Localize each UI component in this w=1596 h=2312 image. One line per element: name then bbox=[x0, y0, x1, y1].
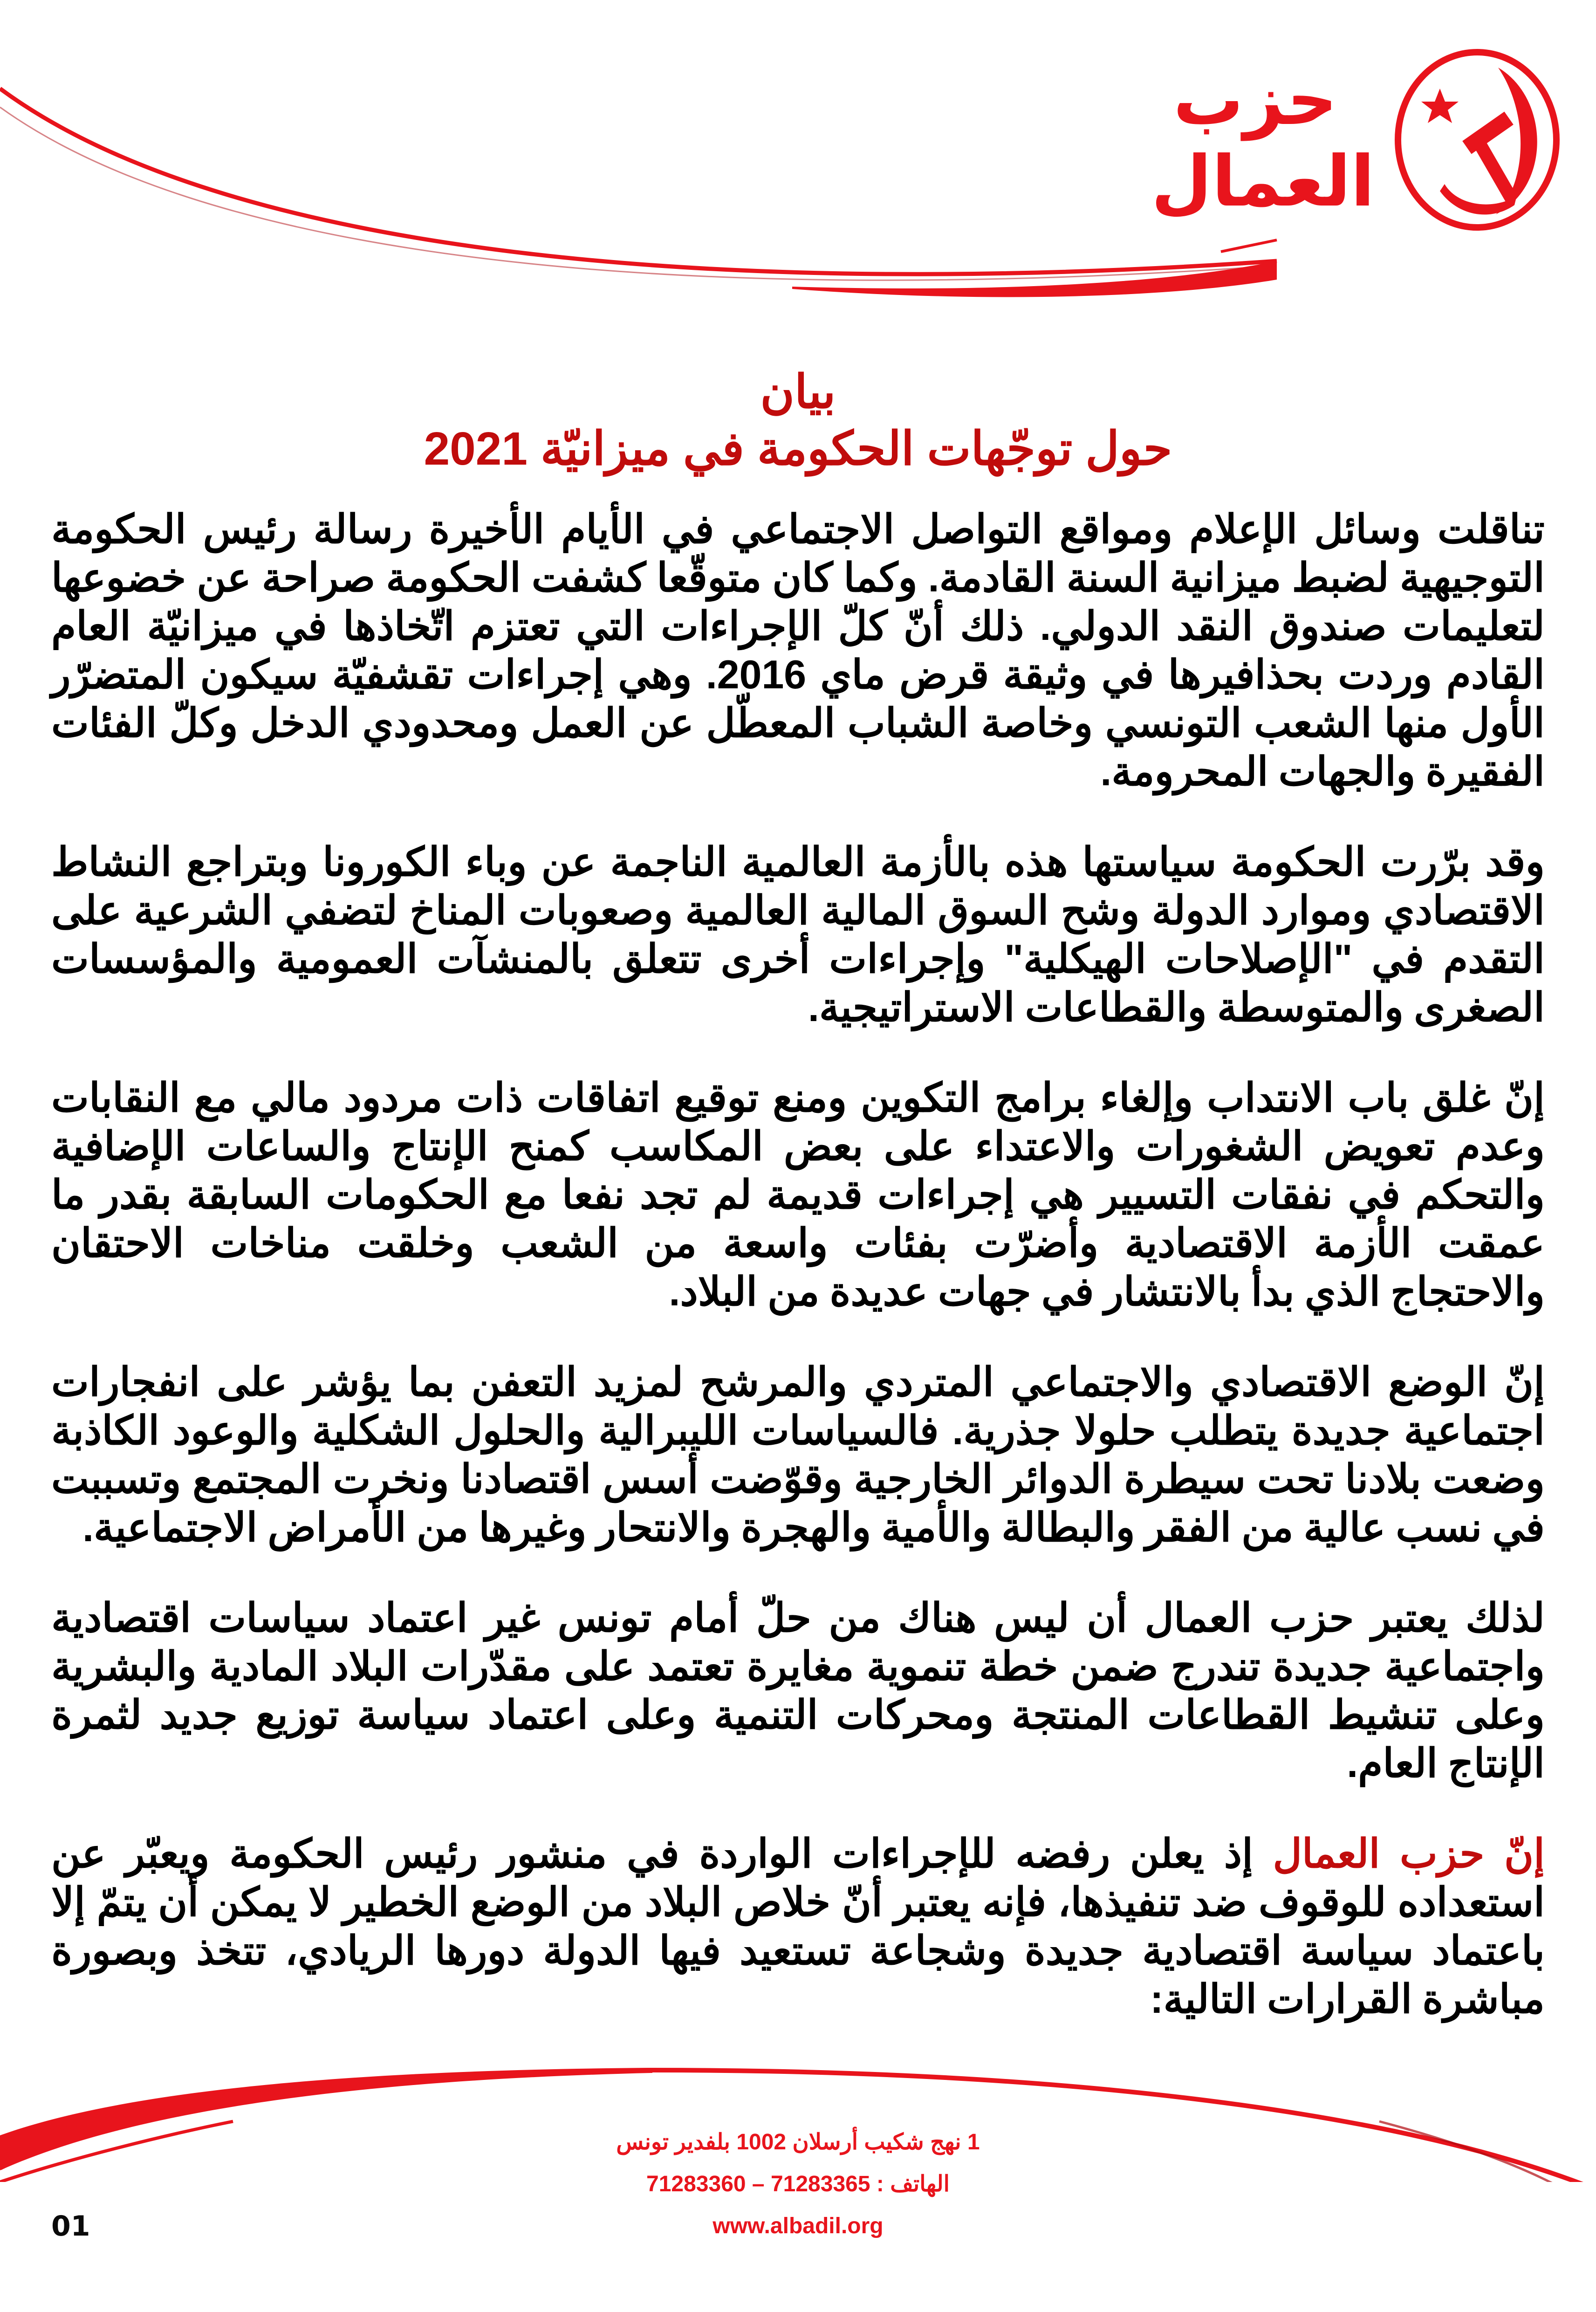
footer-phone: الهاتف : 71283365 – 71283360 bbox=[646, 2172, 950, 2196]
paragraph-3: إنّ غلق باب الانتداب وإلغاء برامج التكوين ومنع توقيع اتفاقات ذات مردود مالي مع النقابات وعدم تعويض الشغورات والاعتداء على بعض المكاسب كمنح الإنتاج والساعات الإضافية والتحكم في نفقات التسيير هي إجراءات قديمة لم تجد نفعا مع الحكومات السابقة بقدر ما عمقت الأزمة الاقتصادية وأضرّت بفئات واسعة من الشعب وخلقت مناخات الاحتقان والاحتجاج الذي بدأ بالانتشار في جهات عديدة من البلاد. bbox=[51, 1076, 1545, 1314]
page-header bbox=[0, 0, 1596, 364]
paragraph-5: لذلك يعتبر حزب العمال أن ليس هناك من حلّ أمام تونس غير اعتماد سياسات اقتصادية واجتماعية جديدة تندرج ضمن خطة تنموية مغايرة تعتمد على مقدّرات البلاد المادية والبشرية وعلى تنشيط القطاعات المنتجة ومحركات التنمية وعلى اعتماد سياسة توزيع جديد لثمرة الإنتاج العام. bbox=[51, 1596, 1545, 1786]
footer-website-link[interactable]: www.albadil.org bbox=[712, 2214, 884, 2238]
title-subject: حول توجّهات الحكومة في ميزانيّة 2021 bbox=[424, 423, 1172, 475]
paragraph-1: تناقلت وسائل الإعلام ومواقع التواصل الاجتماعي في الأيام الأخيرة رسالة رئيس الحكومة التوجيهية لضبط ميزانية السنة القادمة. وكما كان متوقّعا كشفت الحكومة صراحة عن خضوعها لتعليمات صندوق النقد الدولي. ذلك أنّ كلّ الإجراءات التي تعتزم اتّخاذها في ميزانيّة العام القادم وردت بحذافيرها في وثيقة قرض ماي 2016. وهي إجراءات تقشفيّة سيكون المتضرّر الأول منها الشعب التونسي وخاصة الشباب المعطّل عن العمل ومحدودي الدخل وكلّ الفئات الفقيرة والجهات المحرومة. bbox=[51, 507, 1545, 794]
paragraph-6 bbox=[51, 1830, 1545, 2024]
logo-word-workers: العمال bbox=[1151, 141, 1375, 222]
statement-body bbox=[51, 505, 1545, 2024]
star-hammer-sickle-icon bbox=[1389, 47, 1566, 233]
paragraph-2: وقد برّرت الحكومة سياستها هذه بالأزمة العالمية الناجمة عن وباء الكورونا وبتراجع النشاط الاقتصادي وموارد الدولة وشح السوق المالية العالمية وصعوبات المناخ لتضفي الشرعية على التقدم في "الإصلاحات الهيكلية" وإجراءات أخرى تتعلق بالمنشآت العمومية والمؤسسات الصغرى والمتوسطة والقطاعات الاستراتيجية. bbox=[51, 840, 1545, 1030]
footer-contact bbox=[0, 2121, 1596, 2247]
footer-address: 1 نهج شكيب أرسلان 1002 بلفدير تونس bbox=[616, 2130, 980, 2154]
page-number: 01 bbox=[51, 2210, 90, 2243]
statement-title bbox=[0, 364, 1596, 477]
page-footer bbox=[0, 2042, 1596, 2266]
paragraph-6-text: إذ يعلن رفضه للإجراءات الواردة في منشور رئيس الحكومة ويعبّر عن استعداده للوقوف ضد تنفيذها، فإنه يعتبر أنّ خلاص البلاد من الوضع الخطير لا يمكن أن يتمّ إلا باعتماد سياسة اقتصادية جديدة وشجاعة تستعيد فيها الدولة دورها الريادي، تتخذ وبصورة مباشرة القرارات التالية: bbox=[51, 1832, 1545, 2022]
logo-word-party: حزب bbox=[1173, 60, 1337, 141]
party-name-highlight: إنّ حزب العمال bbox=[1273, 1832, 1545, 1876]
paragraph-4: إنّ الوضع الاقتصادي والاجتماعي المتردي والمرشح لمزيد التعفن بما يؤشر على انفجارات اجتماعية جديدة يتطلب حلولا جذرية. فالسياسات الليبرالية والحلول الشكلية والوعود الكاذبة وضعت بلادنا تحت سيطرة الدوائر الخارجية وقوّضت أسس اقتصادنا ونخرت المجتمع وتسببت في نسب عالية من الفقر والبطالة والأمية والهجرة والانتحار وغيرها من الأمراض الاجتماعية. bbox=[51, 1360, 1545, 1550]
party-logo bbox=[1151, 47, 1561, 233]
title-statement: بيان bbox=[760, 366, 836, 418]
